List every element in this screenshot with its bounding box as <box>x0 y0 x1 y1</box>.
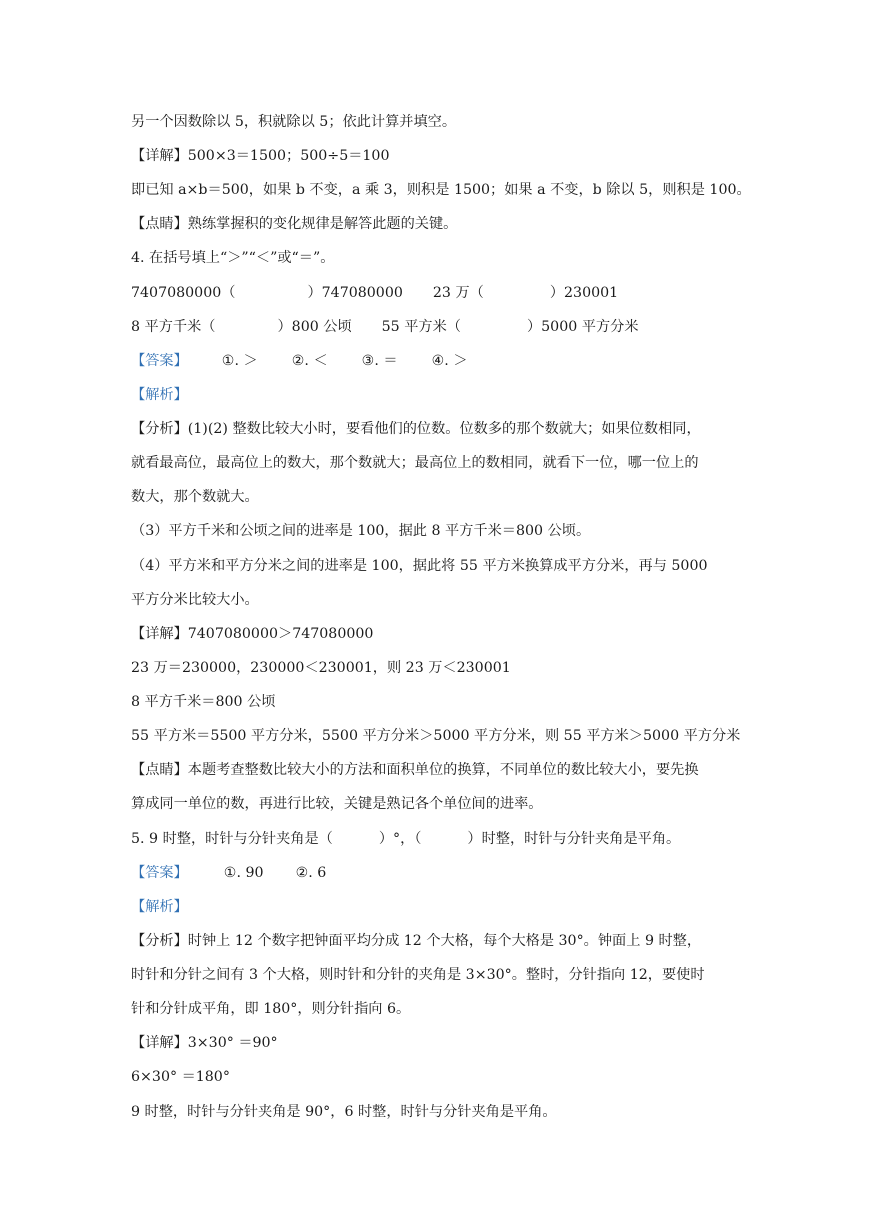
analysis-line: 平方分米比较大小。 <box>131 592 259 608</box>
blank-suffix: ）747080000 <box>307 285 403 301</box>
blank-suffix: ）5000 平方分米 <box>526 319 639 335</box>
detail-line: 23 万＝230000，230000＜230001，则 23 万＜230001 <box>131 660 511 676</box>
question-4-title: 4. 在括号填上“＞”“＜”或“＝”。 <box>131 250 335 266</box>
answer-item: ①. 90 <box>223 865 264 881</box>
text-line: 即已知 a×b＝500，如果 b 不变，a 乘 3，则积是 1500；如果 a 不变，b 除以 5，则积是 100。 <box>131 182 751 198</box>
question-4-row-1 <box>131 283 618 303</box>
key-point-line: 算成同一单位的数，再进行比较，关键是熟记各个单位间的进率。 <box>131 796 543 812</box>
answer-item: ①. ＞ <box>221 353 258 369</box>
detail-line: 【详解】500×3＝1500；500÷5＝100 <box>131 148 390 164</box>
blank-middle: ）°，（ <box>378 831 422 847</box>
answer-item: ②. 6 <box>295 865 327 881</box>
answer-label: 【答案】 <box>131 353 188 369</box>
answer-item: ②. ＜ <box>291 353 328 369</box>
key-point-line: 【点睛】本题考查整数比较大小的方法和面积单位的换算，不同单位的数比较大小，要先换 <box>131 762 699 778</box>
blank-suffix: ）时整，时针与分针夹角是平角。 <box>467 831 681 847</box>
question-4-row-2 <box>131 317 639 337</box>
analysis-line: （3）平方千米和公顷之间的进率是 100，据此 8 平方千米＝800 公顷。 <box>131 523 591 539</box>
key-point-line: 【点睛】熟练掌握积的变化规律是解答此题的关键。 <box>131 216 458 232</box>
blank-prefix: 55 平方米（ <box>381 319 461 335</box>
question-4-answer <box>131 351 468 371</box>
analysis-line: 数大，那个数就大。 <box>131 489 259 505</box>
question-5-answer <box>131 863 326 883</box>
analysis-label: 【解析】 <box>131 387 188 403</box>
analysis-line: 针和分针成平角，即 180°，则分针指向 6。 <box>131 1001 411 1017</box>
detail-line: 8 平方千米＝800 公顷 <box>131 694 276 710</box>
blank-suffix: ）800 公顷 <box>277 319 352 335</box>
answer-item: ③. ＝ <box>361 353 398 369</box>
analysis-line: 就看最高位，最高位上的数大，那个数就大；最高位上的数相同，就看下一位，哪一位上的 <box>131 455 699 471</box>
analysis-line: 【分析】(1)(2) 整数比较大小时，要看他们的位数。位数多的那个数就大；如果位数相同， <box>131 421 701 437</box>
answer-label: 【答案】 <box>131 865 188 881</box>
question-5-title <box>131 829 680 849</box>
analysis-label: 【解析】 <box>131 899 188 915</box>
analysis-line: 【分析】时钟上 12 个数字把钟面平均分成 12 个大格，每个大格是 30°。钟面上 9 时整， <box>131 933 702 949</box>
detail-line: 9 时整，时针与分针夹角是 90°，6 时整，时针与分针夹角是平角。 <box>131 1104 557 1120</box>
analysis-line: （4）平方米和平方分米之间的进率是 100，据此将 55 平方米换算成平方分米，再与 5000 <box>131 558 708 574</box>
blank-prefix: 5. 9 时整，时针与分针夹角是（ <box>131 831 333 847</box>
blank-prefix: 7407080000（ <box>131 285 236 301</box>
detail-line: 6×30° ＝180° <box>131 1069 230 1085</box>
analysis-line: 时针和分针之间有 3 个大格，则时针和分针的夹角是 3×30°。整时，分针指向 12，要使时 <box>131 967 705 983</box>
text-line: 另一个因数除以 5，积就除以 5；依此计算并填空。 <box>131 114 457 130</box>
detail-line: 【详解】3×30° ＝90° <box>131 1035 278 1051</box>
blank-suffix: ）230001 <box>549 285 619 301</box>
blank-prefix: 23 万（ <box>432 285 484 301</box>
detail-line: 【详解】7407080000＞747080000 <box>131 626 374 642</box>
answer-item: ④. ＞ <box>431 353 468 369</box>
detail-line: 55 平方米＝5500 平方分米，5500 平方分米＞5000 平方分米，则 55 平方米＞5000 平方分米 <box>131 728 741 744</box>
blank-prefix: 8 平方千米（ <box>131 319 216 335</box>
